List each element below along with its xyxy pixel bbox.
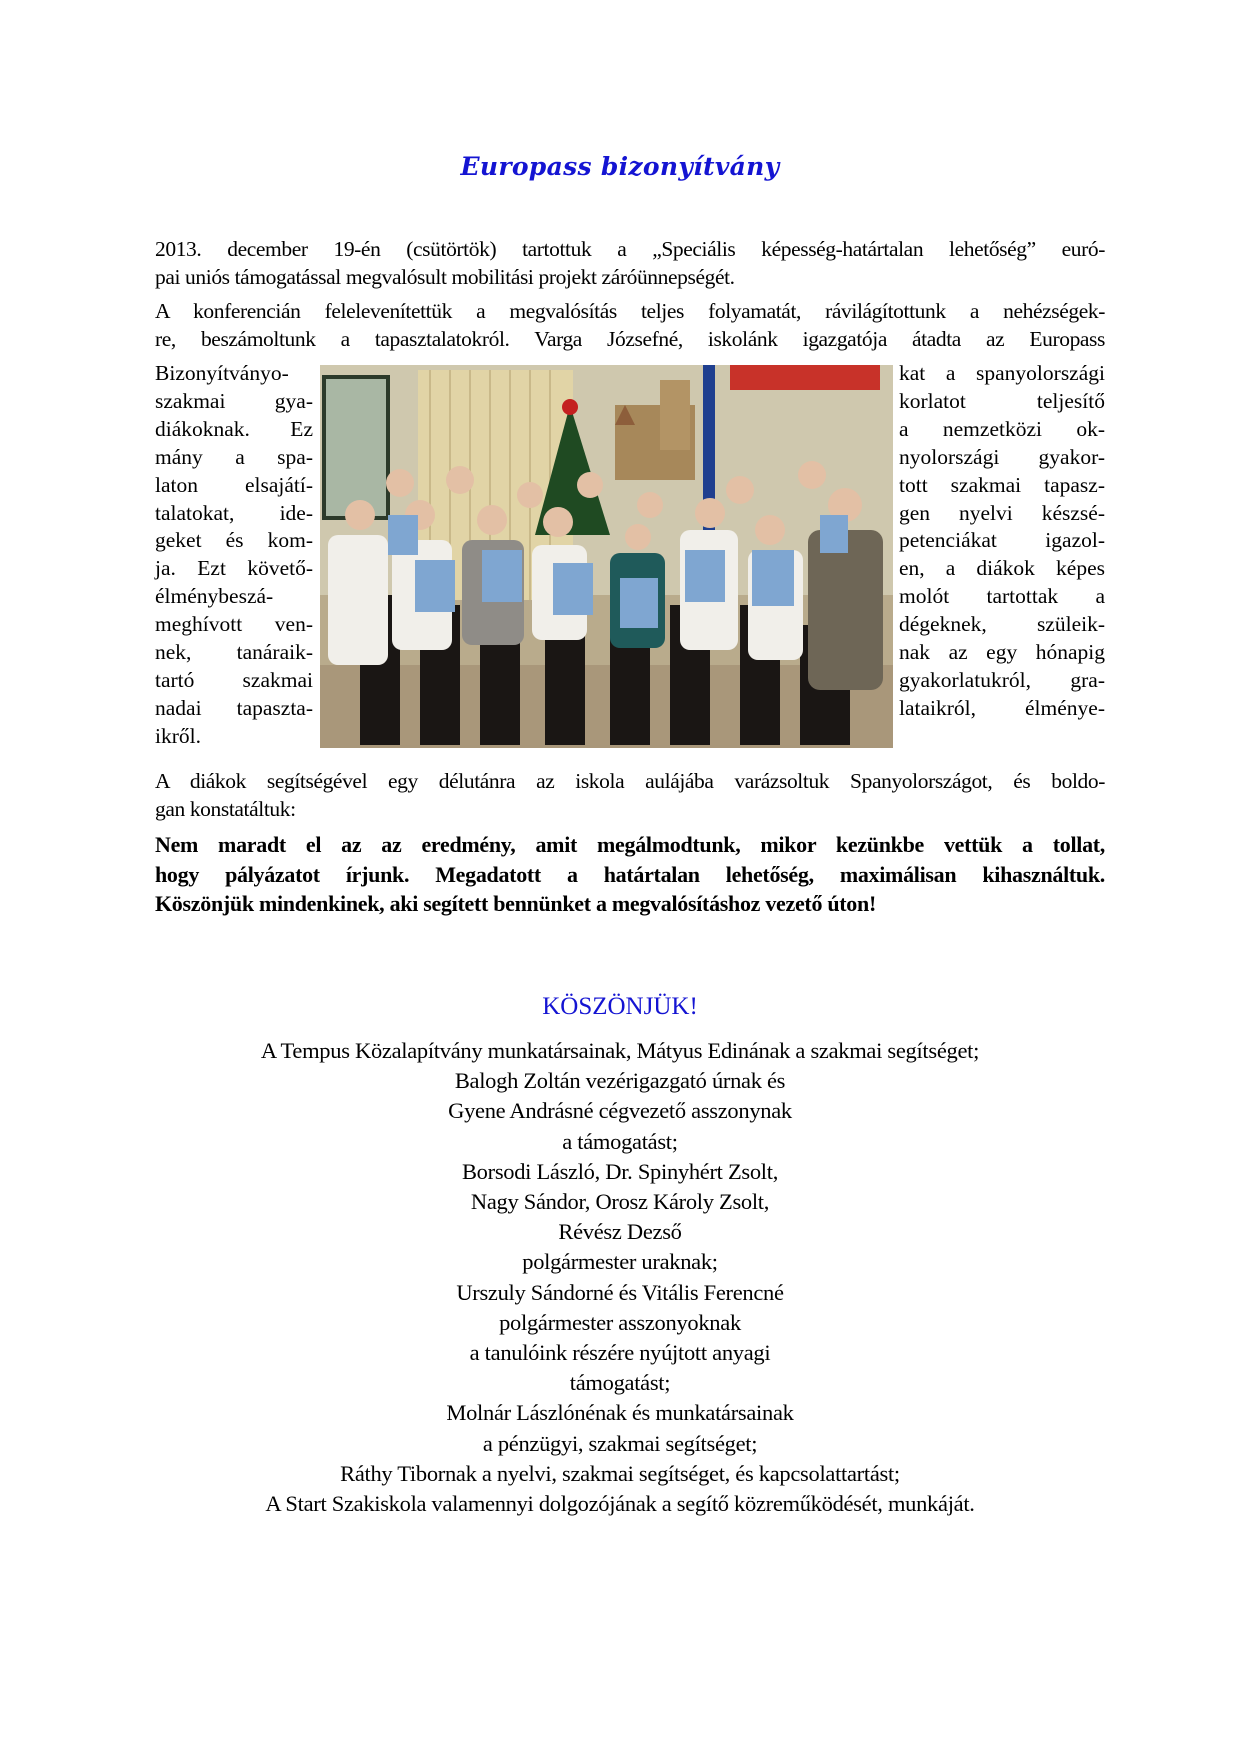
column-line: élménybeszá- xyxy=(155,584,274,609)
column-line: ja. Ezt követő- xyxy=(155,556,313,581)
thanks-line: Balogh Zoltán vezérigazgató úrnak és xyxy=(454,1068,786,1094)
column-line: gyakorlatukról, gra- xyxy=(899,667,1105,692)
bold-line: hogy pályázatot írjunk. Megadatott a határtalan lehetőség, maximálisan kihasználtuk. xyxy=(155,861,1105,887)
group-photo xyxy=(320,365,893,748)
column-line: nadai tapaszta- xyxy=(155,695,313,720)
column-line: nyolországi gyakor- xyxy=(899,444,1105,469)
column-line: meghívott ven- xyxy=(155,612,313,637)
spain-paragraph xyxy=(155,767,1105,823)
thanks-line: Urszuly Sándorné és Vitális Ferencné xyxy=(456,1279,784,1305)
column-line: Bizonyítványo- xyxy=(155,361,289,385)
thanks-list xyxy=(0,1036,1240,1519)
column-line: diákoknak. Ez xyxy=(155,416,313,441)
thanks-line: polgármester asszonyoknak xyxy=(499,1309,741,1335)
column-line: tott szakmai tapasz- xyxy=(899,472,1105,497)
thanks-heading: KÖSZÖNJÜK! xyxy=(542,993,698,1020)
column-line: tartó szakmai xyxy=(155,667,313,692)
column-line: a nemzetközi ok- xyxy=(899,416,1105,441)
thanks-line: a tanulóink részére nyújtott anyagi xyxy=(469,1340,771,1366)
column-line: kat a spanyolországi xyxy=(899,361,1105,385)
column-line: lataikról, élménye- xyxy=(899,695,1105,720)
bold-line: Köszönjük mindenkinek, aki segített bennünket a megvalósításhoz vezető úton! xyxy=(155,891,876,916)
column-line: geket és kom- xyxy=(155,528,313,553)
column-line: dégeknek, szüleik- xyxy=(899,612,1105,637)
column-line: korlatot teljesítő xyxy=(899,388,1105,413)
thanks-line: Gyene Andrásné cégvezető asszonynak xyxy=(448,1098,792,1124)
page-title: Europass bizonyítvány xyxy=(460,152,780,181)
column-line: laton elsajátí- xyxy=(155,472,313,497)
intro-paragraph xyxy=(155,235,1105,291)
paragraph-line: re, beszámoltunk a tapasztalatokról. Varga Józsefné, iskolánk igazgatója átadta az Europass xyxy=(155,327,1105,351)
column-line: petenciákat igazol- xyxy=(899,528,1105,553)
intro-line: 2013. december 19-én (csütörtök) tartottuk a „Speciális képesség-határtalan lehetőség” euró- xyxy=(155,237,1105,261)
column-line: nak az egy hónapig xyxy=(899,640,1105,665)
column-line: nek, tanáraik- xyxy=(155,640,313,665)
column-line: mány a spa- xyxy=(155,444,313,469)
column-line: talatokat, ide- xyxy=(155,500,313,525)
thanks-line: támogatást; xyxy=(569,1370,671,1396)
paragraph-line: A konferencián felelevenítettük a megvalósítás teljes folyamatát, rávilágítottunk a nehézségek- xyxy=(155,299,1105,323)
thanks-line: Ráthy Tibornak a nyelvi, szakmai segítséget, és kapcsolattartást; xyxy=(340,1460,900,1486)
thanks-line: Nagy Sándor, Orosz Károly Zsolt, xyxy=(470,1189,770,1215)
column-line: molót tartottak a xyxy=(899,584,1105,609)
column-line: en, a diákok képes xyxy=(899,556,1105,581)
paragraph-line: A diákok segítségével egy délutánra az iskola aulájába varázsoltuk Spanyolországot, és boldo- xyxy=(155,769,1105,793)
photo-illustration xyxy=(320,365,893,748)
thanks-line: polgármester uraknak; xyxy=(522,1249,718,1275)
bold-statement xyxy=(155,830,1105,919)
column-line: szakmai gya- xyxy=(155,388,313,413)
bold-line: Nem maradt el az az eredmény, amit megálmodtunk, mikor kezünkbe vettük a tollat, xyxy=(155,832,1105,857)
thanks-line: Molnár Lászlónénak és munkatársainak xyxy=(446,1400,794,1426)
intro-line: pai uniós támogatással megvalósult mobilitási projekt záróünnepségét. xyxy=(155,265,735,289)
left-text-column xyxy=(155,360,313,751)
column-line: gen nyelvi készsé- xyxy=(899,500,1105,525)
paragraph-line: gan konstatáltuk: xyxy=(155,797,296,821)
column-line: ikről. xyxy=(155,723,201,748)
thanks-line: Borsodi László, Dr. Spinyhért Zsolt, xyxy=(461,1158,779,1184)
thanks-line: a pénzügyi, szakmai segítséget; xyxy=(482,1430,758,1456)
thanks-line: a támogatást; xyxy=(562,1128,678,1154)
thanks-line: A Start Szakiskola valamennyi dolgozójának a segítő közreműködését, munkáját. xyxy=(265,1491,975,1517)
flag xyxy=(730,365,880,390)
right-text-column xyxy=(899,360,1105,723)
thanks-line: Révész Dezső xyxy=(558,1219,682,1245)
conference-paragraph xyxy=(155,297,1105,353)
thanks-line: A Tempus Közalapítvány munkatársainak, Mátyus Edinának a szakmai segítséget; xyxy=(260,1038,980,1063)
bow-ornament xyxy=(562,399,578,415)
